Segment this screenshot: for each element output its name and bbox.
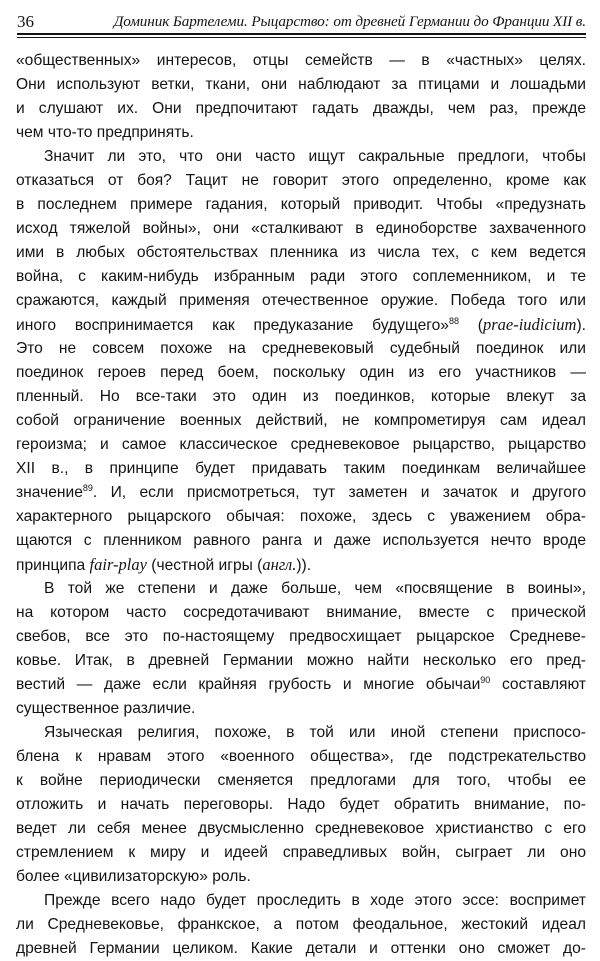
line-text: Это не совсем похоже на средневековый судебный поединок или [16,340,586,357]
paragraph [16,889,586,961]
line-text: ими в любых обстоятельствах пленника из числа тех, с кем ведется [16,244,586,261]
text-line [16,529,586,553]
line-text: иного воспринимается как предуказание будущего» [16,317,449,334]
text-line [16,385,586,409]
text-line [16,169,586,193]
text-line [16,817,586,841]
text-line [16,145,586,169]
text-line [16,937,586,961]
line-text: существенное различие. [16,700,196,717]
text-line [16,193,586,217]
text-line [16,889,586,913]
italic-abbrev: англ. [262,555,297,574]
body-text [16,49,586,961]
line-text: отложить и начать переговоры. Надо будет обратить внимание, по- [16,796,586,813]
line-text: древней Германии целиком. Какие детали и оттенки оно сможет до- [16,940,586,957]
text-line [16,481,586,505]
page-number: 36 [17,12,34,31]
line-text: исход тяжелой войны», они «сталкивают в единоборстве захваченного [16,220,586,237]
line-text: ли Средневековье, франкское, а потом феодальное, жестокий идеал [16,916,586,933]
line-text: свебов, все это по-настоящему предвосхищает рыцарское Средневе- [16,628,586,645]
footnote-ref: 88 [448,316,459,326]
text-line [16,289,586,313]
line-text: Языческая религия, похоже, в той или иной степени приспосо- [44,724,586,741]
text-line [16,745,586,769]
line-text: сражаются, каждый применяя отечественное оружие. Победа того или [16,292,586,309]
text-line [16,505,586,529]
line-text: и слушают их. Они предпочитают гадать дважды, чем раз, прежде [16,100,586,117]
paragraph [16,145,586,577]
header-rule-thick [17,33,586,35]
text-line [16,697,586,721]
text-line [16,217,586,241]
italic-term: prae-iudicium [482,315,577,334]
text-line [16,433,586,457]
line-text: собой ограничение военных действий, не компрометируя сам идеал [16,412,586,429]
running-header [17,10,586,32]
text-line [16,865,586,889]
line-text: война, с каким-нибудь избранным ради этого соплеменником, и те [16,268,586,285]
line-text: героизма; и самое классическое средневековое рыцарство, рыцарство [16,436,586,453]
line-text: ведет ли себя менее двусмысленно средневековое христианство с его [16,820,586,837]
text-line [16,673,586,697]
paragraph [16,577,586,721]
line-text: более «цивилизаторскую» роль. [16,868,251,885]
text-line [16,721,586,745]
line-text: ). [576,317,586,334]
paragraph [16,49,586,145]
line-text: значение [16,484,83,501]
footnote-ref: 90 [480,675,491,685]
text-line [16,337,586,361]
text-line [16,121,586,145]
paragraph [16,721,586,889]
text-line [16,265,586,289]
line-text: Прежде всего надо будет проследить в ходе этого эссе: воспримет [44,892,586,909]
text-line [16,601,586,625]
text-line [16,97,586,121]
line-text: «общественных» интересов, отцы семейств — в «частных» целях. [16,52,586,69]
line-text: вестий — даже если крайняя грубость и многие обычаи [16,676,481,693]
text-line [16,577,586,601]
text-line [16,625,586,649]
line-text: на котором часто сосредотачивают внимание, вместе с прической [16,604,586,621]
line-text: к войне периодически сменяется предлогами для того, чтобы ее [16,772,586,789]
footnote-ref: 89 [82,483,93,493]
line-text: В той же степени и даже больше, чем «посвящение в воины», [44,580,586,597]
line-text: поединок героев перед боем, поскольку один из его участников — [16,364,586,381]
running-title: Доминик Бартелеми. Рыцарство: от древней Германии до Франции XII в. [113,13,586,30]
header-rule-thin [17,37,586,38]
text-line [16,313,586,337]
text-line [16,409,586,433]
line-text: ( [458,317,483,334]
line-text: )). [296,557,312,574]
line-text: Они используют ветки, ткани, они наблюдают за птицами и лошадьми [16,76,586,93]
line-text: блена к нравам этого «военного общества», где подстрекательство [16,748,586,765]
line-text: щаются с пленником равного ранга и даже используется нечто вроде [16,532,586,549]
line-text: принципа [16,557,90,574]
text-line [16,649,586,673]
line-text: Значит ли это, что они часто ищут сакральные предлоги, чтобы [44,148,586,165]
text-line [16,913,586,937]
text-line [16,73,586,97]
text-line [16,361,586,385]
text-line [16,241,586,265]
text-line [16,49,586,73]
text-line [16,553,586,577]
text-line [16,841,586,865]
line-text: (честной игры ( [146,557,263,574]
line-text: ковье. Итак, в древней Германии можно найти несколько его пред- [16,652,586,669]
line-text: в последнем примере гадания, который приводит. Чтобы «предузнать [16,196,586,213]
text-line [16,457,586,481]
text-line [16,769,586,793]
text-line [16,793,586,817]
italic-term: fair-play [89,555,147,574]
line-text: характерного рыцарского обычая: похоже, здесь с уважением обра- [16,508,586,525]
line-text: XII в., в принципе будет придавать таким поединкам величайшее [16,460,586,477]
line-text: составляют [490,676,586,693]
line-text: чем что-то предпринять. [16,124,194,141]
line-text: отказаться от боя? Тацит не говорит этого определенно, кроме как [16,172,586,189]
line-text: стремлением к миру и идеей справедливых войн, сыграет ли оно [16,844,586,861]
line-text: . И, если присмотреться, тут заметен и зачаток и другого [92,484,586,501]
line-text: пленный. Но все-таки это один из поединков, которые влекут за [16,388,586,405]
